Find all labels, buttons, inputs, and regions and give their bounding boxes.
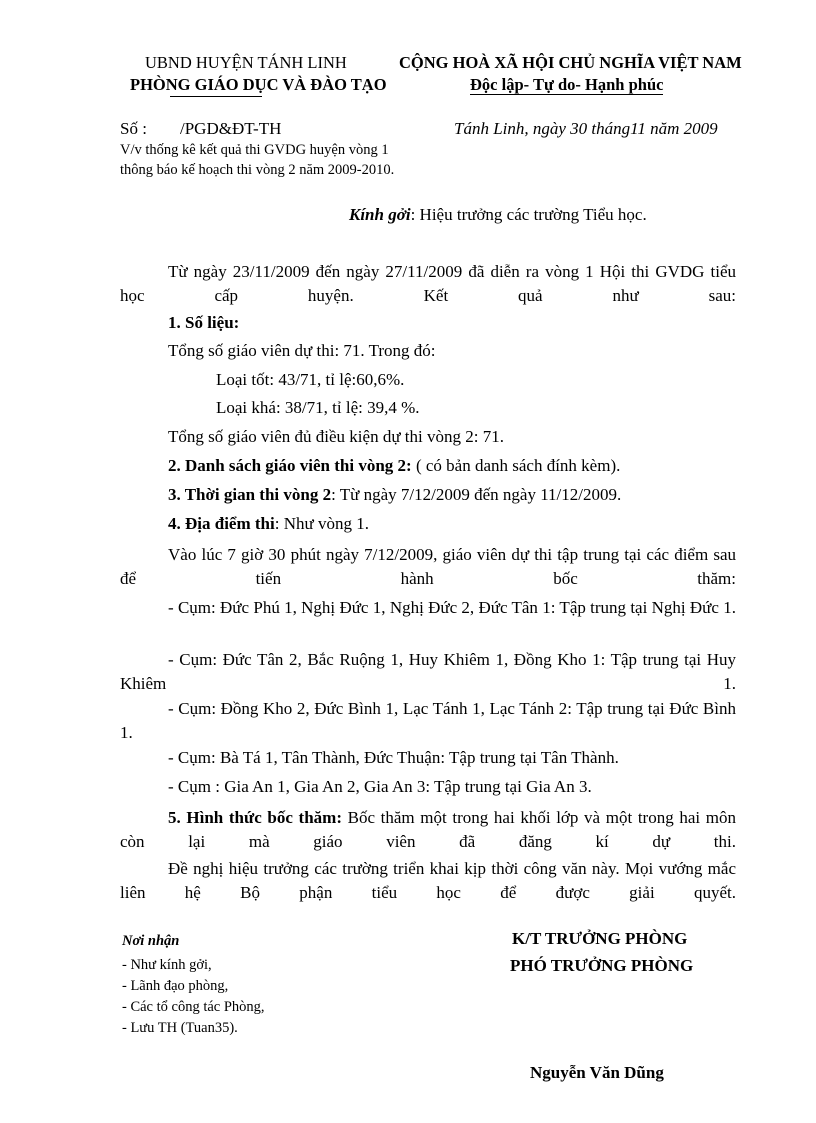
gather-paragraph: Vào lúc 7 giờ 30 phút ngày 7/12/2009, giáo viên dự thi tập trung tại các điểm sau để tiến hành bốc thăm: (120, 545, 736, 588)
cluster-2: - Cụm: Đức Tân 2, Bắc Ruộng 1, Huy Khiêm 1, Đồng Kho 1: Tập trung tại Huy Khiêm 1. (120, 650, 736, 693)
so-code: /PGD&ĐT-TH (180, 119, 282, 138)
signer-name: Nguyễn Văn Dũng (530, 1063, 664, 1082)
section1-good: Loại tốt: 43/71, tỉ lệ:60,6%. (216, 370, 405, 389)
recipient-label: Kính gởi (349, 205, 411, 224)
section1-title: 1. Số liệu: (168, 313, 240, 332)
section4-text: : Như vòng 1. (274, 514, 369, 533)
header-motto (470, 75, 663, 95)
header-org-line1: UBND HUYỆN TÁNH LINH (145, 53, 347, 72)
header-org-line2 (130, 75, 387, 95)
recipient-item-3: - Các tổ công tác Phòng, (122, 999, 265, 1015)
intro-paragraph: Từ ngày 23/11/2009 đến ngày 27/11/2009 đã diễn ra vòng 1 Hội thi GVDG tiểu học cấp huyện. Kết quả như sau: (120, 262, 736, 305)
recipient-item-4: - Lưu TH (Tuan35). (122, 1020, 238, 1036)
section5-text: Bốc thăm một trong hai khối lớp và một trong hai môn còn lại mà giáo viên đã đăng kí dự thi. (120, 808, 736, 851)
sign-title-2: PHÓ TRƯỞNG PHÒNG (510, 956, 694, 975)
section2-line (168, 456, 620, 476)
section4-title: . Địa điểm thi (176, 514, 275, 533)
section5-title: 5. Hình thức bốc thăm: (168, 808, 342, 827)
section3-title: . Thời gian thi vòng 2 (176, 485, 332, 504)
cluster-3: - Cụm: Đồng Kho 2, Đức Bình 1, Lạc Tánh 1, Lạc Tánh 2: Tập trung tại Đức Bình 1. (120, 699, 736, 742)
section2-title: 2. Danh sách giáo viên thi vòng 2: (168, 456, 412, 475)
section3-text: : Từ ngày 7/12/2009 đến ngày 11/12/2009. (331, 485, 622, 504)
header-nation-title: CỘNG HOÀ XÃ HỘI CHỦ NGHĨA VIỆT NAM (399, 53, 742, 72)
place-date: Tánh Linh, ngày 30 tháng11 năm 2009 (454, 119, 718, 138)
recipient-text: : Hiệu trưởng các trường Tiểu học. (410, 205, 647, 224)
subject-line1: V/v thống kê kết quả thi GVDG huyện vòng 1 (120, 142, 389, 158)
header-motto-text: Độc lập- Tự do- Hạnh phúc (470, 75, 664, 94)
sign-title-1: K/T TRƯỞNG PHÒNG (512, 929, 688, 948)
section2-text: ( có bản danh sách đính kèm). (411, 456, 621, 475)
recipient-item-1: - Như kính gởi, (122, 957, 212, 973)
section1-fair: Loại khá: 38/71, tỉ lệ: 39,4 %. (216, 398, 420, 417)
subject-line2: thông báo kế hoạch thi vòng 2 năm 2009-2010. (120, 162, 395, 178)
cluster-5: - Cụm : Gia An 1, Gia An 2, Gia An 3: Tập trung tại Gia An 3. (168, 777, 592, 796)
so-label: Số : (120, 119, 147, 138)
section4-num: 4 (168, 514, 177, 533)
header-org-underline (170, 96, 262, 97)
section1-total: Tổng số giáo viên dự thi: 71. Trong đó: (168, 341, 436, 360)
recipient-item-2: - Lãnh đạo phòng, (122, 978, 229, 994)
noi-nhan-label: Nơi nhận (122, 933, 180, 949)
section3-line (168, 485, 621, 505)
recipient-line (349, 205, 647, 225)
header-org-line2-text: PHÒNG GIÁO DỤC VÀ ĐÀO TẠO (130, 75, 387, 94)
closing-paragraph: Đề nghị hiệu trưởng các trường triển khai kịp thời công văn này. Mọi vướng mắc liên hệ Bộ phận tiểu học để được giải quyết. (120, 859, 736, 902)
cluster-4: - Cụm: Bà Tá 1, Tân Thành, Đức Thuận: Tập trung tại Tân Thành. (168, 748, 619, 767)
section4-line (168, 514, 369, 534)
section1-eligible: Tổng số giáo viên đủ điều kiện dự thi vòng 2: 71. (168, 427, 504, 446)
cluster-1: - Cụm: Đức Phú 1, Nghị Đức 1, Nghị Đức 2, Đức Tân 1: Tập trung tại Nghị Đức 1. (168, 598, 736, 617)
section3-num: 3 (168, 485, 177, 504)
